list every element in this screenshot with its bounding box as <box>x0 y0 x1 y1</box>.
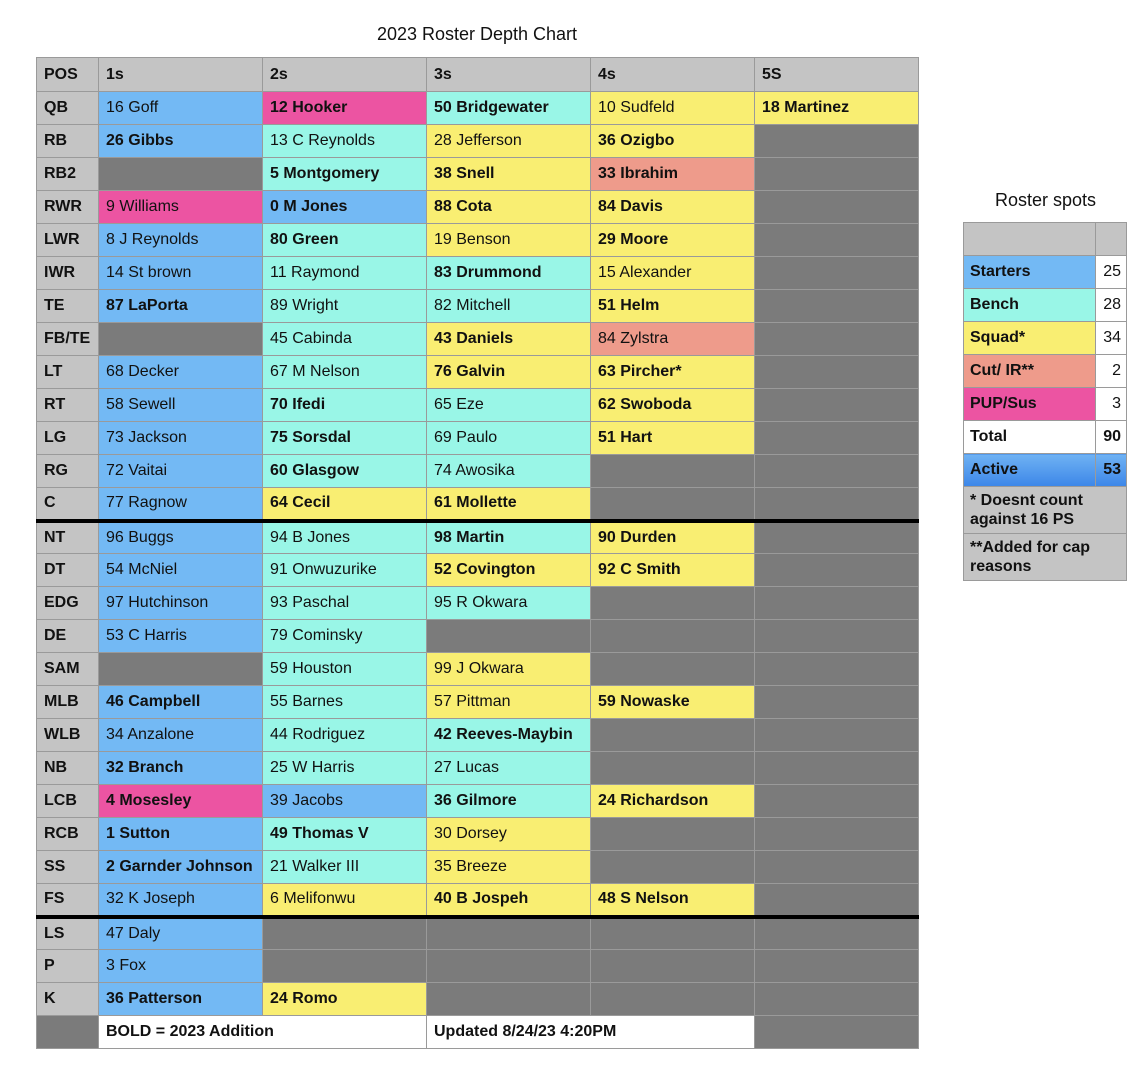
player-cell-1s: 46 Campbell <box>99 686 263 719</box>
player-cell-1s: 16 Goff <box>99 92 263 125</box>
empty-cell <box>755 719 919 752</box>
position-label: IWR <box>37 257 99 290</box>
legend-total-count: 90 <box>1096 421 1127 454</box>
player-cell-3s: 43 Daniels <box>427 323 591 356</box>
empty-cell <box>755 191 919 224</box>
player-cell-2s: 49 Thomas V <box>263 818 427 851</box>
player-cell-3s: 35 Breeze <box>427 851 591 884</box>
player-cell-2s: 6 Melifonwu <box>263 884 427 917</box>
legend-label: Squad* <box>964 322 1096 355</box>
player-cell-4s: 36 Ozigbo <box>591 125 755 158</box>
position-label: SAM <box>37 653 99 686</box>
player-cell-4s: 29 Moore <box>591 224 755 257</box>
position-label: MLB <box>37 686 99 719</box>
legend-note-text: **Added for cap reasons <box>964 534 1127 581</box>
player-cell-3s: 99 J Okwara <box>427 653 591 686</box>
depth-chart-body <box>37 58 919 1049</box>
player-cell-3s: 69 Paulo <box>427 422 591 455</box>
player-cell-3s: 42 Reeves-Maybin <box>427 719 591 752</box>
player-cell-1s: 1 Sutton <box>99 818 263 851</box>
empty-cell <box>591 455 755 488</box>
player-cell-2s: 67 M Nelson <box>263 356 427 389</box>
row-qb <box>37 92 919 125</box>
row-lwr <box>37 224 919 257</box>
legend-note <box>964 487 1127 534</box>
empty-cell <box>591 917 755 950</box>
player-cell-3s: 36 Gilmore <box>427 785 591 818</box>
row-wlb <box>37 719 919 752</box>
row-dt <box>37 554 919 587</box>
empty-cell <box>755 686 919 719</box>
row-edg <box>37 587 919 620</box>
legend-row <box>964 355 1127 388</box>
player-cell-3s: 19 Benson <box>427 224 591 257</box>
row-lcb <box>37 785 919 818</box>
empty-cell <box>99 653 263 686</box>
empty-cell <box>755 851 919 884</box>
position-label: DE <box>37 620 99 653</box>
empty-cell <box>591 851 755 884</box>
player-cell-4s: 92 C Smith <box>591 554 755 587</box>
player-cell-4s: 15 Alexander <box>591 257 755 290</box>
player-cell-1s: 68 Decker <box>99 356 263 389</box>
row-fb-te <box>37 323 919 356</box>
player-cell-4s: 59 Nowaske <box>591 686 755 719</box>
legend-row <box>964 388 1127 421</box>
empty-cell <box>591 983 755 1016</box>
player-cell-3s: 40 B Jospeh <box>427 884 591 917</box>
empty-cell <box>591 488 755 521</box>
player-cell-4s: 84 Zylstra <box>591 323 755 356</box>
position-label: FS <box>37 884 99 917</box>
position-label: DT <box>37 554 99 587</box>
position-label: K <box>37 983 99 1016</box>
player-cell-2s: 89 Wright <box>263 290 427 323</box>
player-cell-4s: 84 Davis <box>591 191 755 224</box>
player-cell-3s: 76 Galvin <box>427 356 591 389</box>
player-cell-1s: 34 Anzalone <box>99 719 263 752</box>
player-cell-1s: 72 Vaitai <box>99 455 263 488</box>
empty-cell <box>591 587 755 620</box>
legend-active-count: 53 <box>1096 454 1127 487</box>
empty-cell <box>755 752 919 785</box>
empty-cell <box>755 455 919 488</box>
row-c <box>37 488 919 521</box>
empty-cell <box>427 950 591 983</box>
player-cell-2s: 13 C Reynolds <box>263 125 427 158</box>
player-cell-3s: 82 Mitchell <box>427 290 591 323</box>
position-label: NB <box>37 752 99 785</box>
player-cell-2s: 70 Ifedi <box>263 389 427 422</box>
player-cell-1s: 3 Fox <box>99 950 263 983</box>
player-cell-1s: 77 Ragnow <box>99 488 263 521</box>
empty-cell <box>755 620 919 653</box>
player-cell-3s: 61 Mollette <box>427 488 591 521</box>
player-cell-2s: 5 Montgomery <box>263 158 427 191</box>
player-cell-2s: 79 Cominsky <box>263 620 427 653</box>
player-cell-1s: 73 Jackson <box>99 422 263 455</box>
row-nt <box>37 521 919 554</box>
legend-row <box>964 289 1127 322</box>
position-label: WLB <box>37 719 99 752</box>
position-label: P <box>37 950 99 983</box>
player-cell-2s: 45 Cabinda <box>263 323 427 356</box>
legend-active-label: Active <box>964 454 1096 487</box>
empty-cell <box>755 785 919 818</box>
player-cell-3s: 52 Covington <box>427 554 591 587</box>
empty-cell <box>591 950 755 983</box>
position-label: RG <box>37 455 99 488</box>
empty-cell <box>755 356 919 389</box>
col-header-pos: POS <box>37 58 99 92</box>
legend-count: 2 <box>1096 355 1127 388</box>
player-cell-2s: 55 Barnes <box>263 686 427 719</box>
position-label: RB <box>37 125 99 158</box>
legend-note <box>964 534 1127 581</box>
position-label: C <box>37 488 99 521</box>
empty-cell <box>591 818 755 851</box>
player-cell-2s: 75 Sorsdal <box>263 422 427 455</box>
player-cell-1s: 97 Hutchinson <box>99 587 263 620</box>
footer-row <box>37 1016 919 1049</box>
col-header-5s: 5S <box>755 58 919 92</box>
row-lt <box>37 356 919 389</box>
player-cell-2s: 21 Walker III <box>263 851 427 884</box>
player-cell-2s: 94 B Jones <box>263 521 427 554</box>
empty-cell <box>755 422 919 455</box>
player-cell-3s: 95 R Okwara <box>427 587 591 620</box>
player-cell-4s: 33 Ibrahim <box>591 158 755 191</box>
legend-count: 34 <box>1096 322 1127 355</box>
row-rcb <box>37 818 919 851</box>
player-cell-2s: 39 Jacobs <box>263 785 427 818</box>
player-cell-2s: 12 Hooker <box>263 92 427 125</box>
player-cell-1s: 4 Mosesley <box>99 785 263 818</box>
position-label: QB <box>37 92 99 125</box>
legend-row <box>964 256 1127 289</box>
position-label: RB2 <box>37 158 99 191</box>
player-cell-3s: 28 Jefferson <box>427 125 591 158</box>
empty-cell <box>591 620 755 653</box>
empty-cell <box>755 950 919 983</box>
legend-row <box>964 322 1127 355</box>
player-cell-1s: 9 Williams <box>99 191 263 224</box>
empty-cell <box>755 587 919 620</box>
position-label: LG <box>37 422 99 455</box>
player-cell-3s: 74 Awosika <box>427 455 591 488</box>
empty-cell <box>755 554 919 587</box>
empty-cell <box>755 224 919 257</box>
row-rwr <box>37 191 919 224</box>
legend-label: Starters <box>964 256 1096 289</box>
player-cell-3s: 98 Martin <box>427 521 591 554</box>
empty-cell <box>99 323 263 356</box>
player-cell-3s: 65 Eze <box>427 389 591 422</box>
player-cell-1s: 32 Branch <box>99 752 263 785</box>
updated-timestamp: Updated 8/24/23 4:20PM <box>427 1016 755 1049</box>
player-cell-3s: 27 Lucas <box>427 752 591 785</box>
empty-cell <box>263 917 427 950</box>
player-cell-3s: 83 Drummond <box>427 257 591 290</box>
player-cell-1s: 54 McNiel <box>99 554 263 587</box>
legend-count: 25 <box>1096 256 1127 289</box>
row-rb <box>37 125 919 158</box>
player-cell-1s: 14 St brown <box>99 257 263 290</box>
position-label: RWR <box>37 191 99 224</box>
row-rt <box>37 389 919 422</box>
row-te <box>37 290 919 323</box>
empty-cell <box>755 653 919 686</box>
player-cell-3s: 88 Cota <box>427 191 591 224</box>
player-cell-4s: 63 Pircher* <box>591 356 755 389</box>
empty-cell <box>755 884 919 917</box>
row-rb2 <box>37 158 919 191</box>
empty-cell <box>755 818 919 851</box>
player-cell-2s: 59 Houston <box>263 653 427 686</box>
row-nb <box>37 752 919 785</box>
col-header-1s: 1s <box>99 58 263 92</box>
row-ss <box>37 851 919 884</box>
player-cell-2s: 64 Cecil <box>263 488 427 521</box>
legend-header-row <box>964 223 1127 256</box>
header-row <box>37 58 919 92</box>
player-cell-5s: 18 Martinez <box>755 92 919 125</box>
row-rg <box>37 455 919 488</box>
roster-spots-legend <box>963 222 1127 581</box>
row-ls <box>37 917 919 950</box>
player-cell-1s: 36 Patterson <box>99 983 263 1016</box>
row-sam <box>37 653 919 686</box>
empty-cell <box>755 521 919 554</box>
player-cell-3s: 50 Bridgewater <box>427 92 591 125</box>
legend-label: Bench <box>964 289 1096 322</box>
position-label: LWR <box>37 224 99 257</box>
legend-active <box>964 454 1127 487</box>
row-de <box>37 620 919 653</box>
player-cell-2s: 24 Romo <box>263 983 427 1016</box>
empty-cell <box>755 983 919 1016</box>
chart-title: 2023 Roster Depth Chart <box>376 24 578 44</box>
player-cell-2s: 93 Paschal <box>263 587 427 620</box>
empty-cell <box>755 158 919 191</box>
legend-note-text: * Doesnt count against 16 PS <box>964 487 1127 534</box>
legend-total <box>964 421 1127 454</box>
player-cell-1s: 47 Daly <box>99 917 263 950</box>
position-label: RT <box>37 389 99 422</box>
position-label: LT <box>37 356 99 389</box>
player-cell-2s: 25 W Harris <box>263 752 427 785</box>
row-mlb <box>37 686 919 719</box>
legend-label: PUP/Sus <box>964 388 1096 421</box>
bold-legend-note: BOLD = 2023 Addition <box>99 1016 427 1049</box>
empty-cell <box>755 488 919 521</box>
position-label: FB/TE <box>37 323 99 356</box>
player-cell-1s: 58 Sewell <box>99 389 263 422</box>
player-cell-1s: 53 C Harris <box>99 620 263 653</box>
depth-chart-table <box>36 57 919 1049</box>
empty-cell <box>591 719 755 752</box>
player-cell-2s: 44 Rodriguez <box>263 719 427 752</box>
player-cell-2s: 60 Glasgow <box>263 455 427 488</box>
legend-label: Cut/ IR** <box>964 355 1096 388</box>
player-cell-2s: 11 Raymond <box>263 257 427 290</box>
player-cell-4s: 10 Sudfeld <box>591 92 755 125</box>
player-cell-4s: 90 Durden <box>591 521 755 554</box>
player-cell-1s: 2 Garnder Johnson <box>99 851 263 884</box>
empty-cell <box>755 323 919 356</box>
row-fs <box>37 884 919 917</box>
player-cell-1s: 87 LaPorta <box>99 290 263 323</box>
player-cell-1s: 32 K Joseph <box>99 884 263 917</box>
player-cell-4s: 48 S Nelson <box>591 884 755 917</box>
player-cell-1s: 26 Gibbs <box>99 125 263 158</box>
player-cell-4s: 51 Helm <box>591 290 755 323</box>
player-cell-2s: 0 M Jones <box>263 191 427 224</box>
empty-cell <box>427 620 591 653</box>
row-k <box>37 983 919 1016</box>
player-cell-4s: 62 Swoboda <box>591 389 755 422</box>
player-cell-1s: 8 J Reynolds <box>99 224 263 257</box>
row-p <box>37 950 919 983</box>
position-label: RCB <box>37 818 99 851</box>
empty-cell <box>755 917 919 950</box>
empty-cell <box>99 158 263 191</box>
player-cell-4s: 51 Hart <box>591 422 755 455</box>
position-label: LCB <box>37 785 99 818</box>
position-label: SS <box>37 851 99 884</box>
col-header-3s: 3s <box>427 58 591 92</box>
empty-cell <box>427 983 591 1016</box>
empty-cell <box>591 752 755 785</box>
position-label: LS <box>37 917 99 950</box>
row-lg <box>37 422 919 455</box>
player-cell-3s: 30 Dorsey <box>427 818 591 851</box>
empty-cell <box>755 257 919 290</box>
legend-count: 28 <box>1096 289 1127 322</box>
col-header-4s: 4s <box>591 58 755 92</box>
position-label: EDG <box>37 587 99 620</box>
player-cell-2s: 80 Green <box>263 224 427 257</box>
player-cell-2s: 91 Onwuzurike <box>263 554 427 587</box>
player-cell-1s: 96 Buggs <box>99 521 263 554</box>
legend-title: Roster spots <box>994 190 1097 210</box>
empty-cell <box>755 290 919 323</box>
empty-cell <box>755 125 919 158</box>
position-label: TE <box>37 290 99 323</box>
legend-total-label: Total <box>964 421 1096 454</box>
player-cell-4s: 24 Richardson <box>591 785 755 818</box>
legend-count: 3 <box>1096 388 1127 421</box>
position-label: NT <box>37 521 99 554</box>
player-cell-3s: 57 Pittman <box>427 686 591 719</box>
empty-cell <box>263 950 427 983</box>
player-cell-3s: 38 Snell <box>427 158 591 191</box>
row-iwr <box>37 257 919 290</box>
empty-cell <box>427 917 591 950</box>
empty-cell <box>755 389 919 422</box>
col-header-2s: 2s <box>263 58 427 92</box>
empty-cell <box>591 653 755 686</box>
